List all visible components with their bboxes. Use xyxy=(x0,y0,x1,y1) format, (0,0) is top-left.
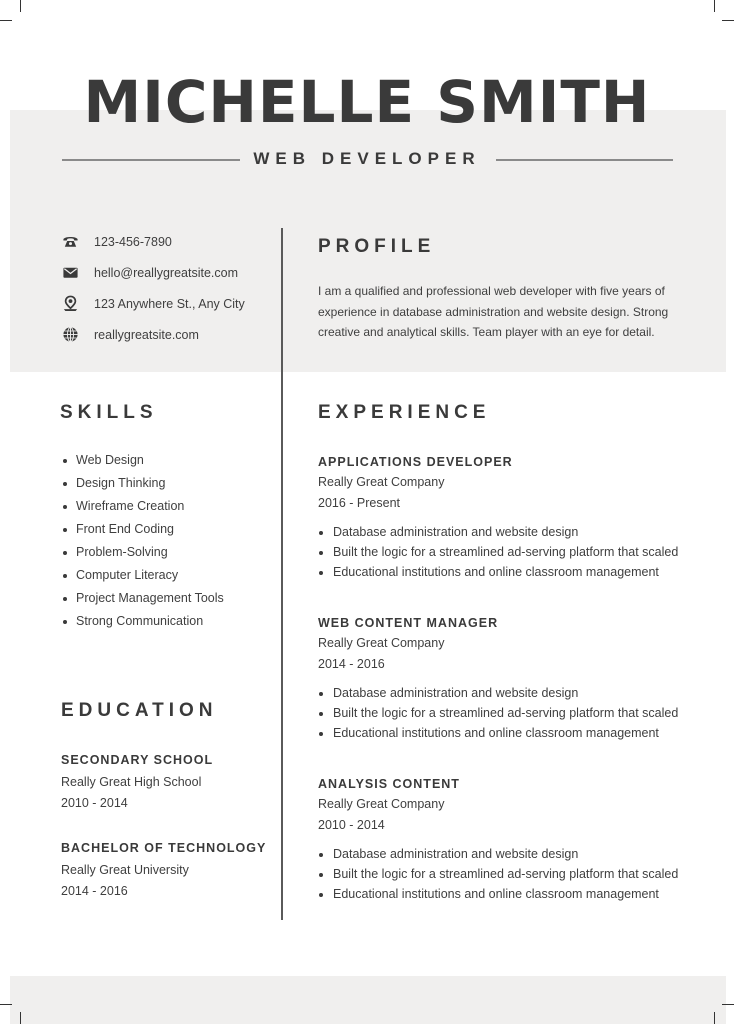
bullet-dot xyxy=(319,712,323,716)
experience-heading: EXPERIENCE xyxy=(318,402,491,423)
job-bullet-text: Database administration and website design xyxy=(333,847,579,861)
job-bullet xyxy=(318,683,698,703)
job-company: Really Great Company xyxy=(318,475,445,489)
job-bullet-text: Educational institutions and online classroom management xyxy=(333,565,659,579)
bullet-dot xyxy=(63,597,67,601)
crop-mark xyxy=(722,20,734,21)
contact-address xyxy=(62,288,272,319)
skill-item xyxy=(62,473,272,496)
job-role: WEB CONTENT MANAGER xyxy=(318,616,499,630)
bullet-dot xyxy=(63,482,67,486)
crop-mark xyxy=(722,1004,734,1005)
job-bullet xyxy=(318,703,698,723)
job-bullets xyxy=(318,522,698,582)
job-dates: 2010 - 2014 xyxy=(318,818,385,832)
skill-text: Computer Literacy xyxy=(76,568,179,582)
skill-item xyxy=(62,588,272,611)
mail-icon xyxy=(62,264,79,281)
bullet-dot xyxy=(319,531,323,535)
job-bullet-text: Educational institutions and online classroom management xyxy=(333,726,659,740)
bullet-dot xyxy=(319,551,323,555)
job-bullet xyxy=(318,844,698,864)
skill-text: Wireframe Creation xyxy=(76,499,185,513)
crop-mark xyxy=(20,1012,21,1024)
applicant-name: MICHELLE SMITH xyxy=(83,68,651,136)
bullet-dot xyxy=(319,873,323,877)
job-bullet xyxy=(318,522,698,542)
contact-email-text: hello@reallygreatsite.com xyxy=(94,265,239,280)
skill-item xyxy=(62,542,272,565)
crop-mark xyxy=(20,0,21,12)
bullet-dot xyxy=(319,853,323,857)
bullet-dot xyxy=(319,732,323,736)
skill-text: Strong Communication xyxy=(76,614,204,628)
skill-item xyxy=(62,565,272,588)
skill-item xyxy=(62,611,272,634)
education-heading: EDUCATION xyxy=(61,700,218,721)
job-role: APPLICATIONS DEVELOPER xyxy=(318,455,513,469)
bullet-dot xyxy=(63,528,67,532)
job-bullet xyxy=(318,562,698,582)
location-pin-icon xyxy=(62,295,79,312)
job-bullet-text: Built the logic for a streamlined ad-serving platform that scaled xyxy=(333,867,679,881)
job-bullets xyxy=(318,683,698,743)
bullet-dot xyxy=(63,459,67,463)
job-bullet xyxy=(318,884,698,904)
job-dates: 2016 - Present xyxy=(318,496,400,510)
bullet-dot xyxy=(63,551,67,555)
crop-mark xyxy=(714,0,715,12)
profile-heading: PROFILE xyxy=(318,236,436,257)
experience-entry xyxy=(318,452,698,582)
bullet-dot xyxy=(319,692,323,696)
education-degree: BACHELOR OF TECHNOLOGY xyxy=(61,841,267,855)
globe-icon xyxy=(62,326,79,343)
crop-mark xyxy=(0,1004,12,1005)
job-bullet-text: Database administration and website design xyxy=(333,525,579,539)
job-bullet-text: Built the logic for a streamlined ad-serving platform that scaled xyxy=(333,545,679,559)
job-company: Really Great Company xyxy=(318,636,445,650)
bullet-dot xyxy=(63,574,67,578)
job-company: Really Great Company xyxy=(318,797,445,811)
experience-entry xyxy=(318,774,698,904)
crop-mark xyxy=(714,1012,715,1024)
contact-phone-text: 123-456-7890 xyxy=(94,234,172,249)
job-bullet xyxy=(318,864,698,884)
skill-text: Problem-Solving xyxy=(76,545,168,559)
crop-mark xyxy=(0,20,12,21)
column-divider xyxy=(281,228,283,920)
education-years: 2014 - 2016 xyxy=(61,884,128,898)
contact-address-text: 123 Anywhere St., Any City xyxy=(94,296,245,311)
education-years: 2010 - 2014 xyxy=(61,796,128,810)
education-school: Really Great High School xyxy=(61,775,202,789)
contact-phone xyxy=(62,226,272,257)
job-bullet-text: Built the logic for a streamlined ad-serving platform that scaled xyxy=(333,706,679,720)
skill-text: Design Thinking xyxy=(76,476,166,490)
skill-item xyxy=(62,450,272,473)
education-school: Really Great University xyxy=(61,863,189,877)
skill-item xyxy=(62,496,272,519)
title-rule-left xyxy=(62,159,240,161)
skill-item xyxy=(62,519,272,542)
job-title: WEB DEVELOPER xyxy=(253,149,481,168)
job-dates: 2014 - 2016 xyxy=(318,657,385,671)
bullet-dot xyxy=(319,893,323,897)
contact-website-text: reallygreatsite.com xyxy=(94,327,199,342)
education-entry xyxy=(61,750,276,814)
job-bullet xyxy=(318,542,698,562)
contact-list xyxy=(62,226,272,350)
footer-background-band xyxy=(10,976,726,1024)
skill-text: Web Design xyxy=(76,453,144,467)
bullet-dot xyxy=(319,571,323,575)
job-bullets xyxy=(318,844,698,904)
experience-entry xyxy=(318,613,698,743)
skill-text: Front End Coding xyxy=(76,522,174,536)
skill-text: Project Management Tools xyxy=(76,591,224,605)
job-bullet xyxy=(318,723,698,743)
education-degree: SECONDARY SCHOOL xyxy=(61,753,214,767)
profile-text: I am a qualified and professional web developer with five years of experience in database administration and website design. Strong creative and analytical skills. Team player with an eye for detail. xyxy=(318,284,669,339)
job-bullet-text: Database administration and website design xyxy=(333,686,579,700)
contact-website xyxy=(62,319,272,350)
skills-heading: SKILLS xyxy=(60,402,158,423)
job-bullet-text: Educational institutions and online classroom management xyxy=(333,887,659,901)
bullet-dot xyxy=(63,620,67,624)
contact-email xyxy=(62,257,272,288)
phone-icon xyxy=(62,233,79,250)
education-entry xyxy=(61,838,276,902)
skills-list xyxy=(62,450,272,634)
title-rule-right xyxy=(496,159,673,161)
job-role: ANALYSIS CONTENT xyxy=(318,777,460,791)
bullet-dot xyxy=(63,505,67,509)
